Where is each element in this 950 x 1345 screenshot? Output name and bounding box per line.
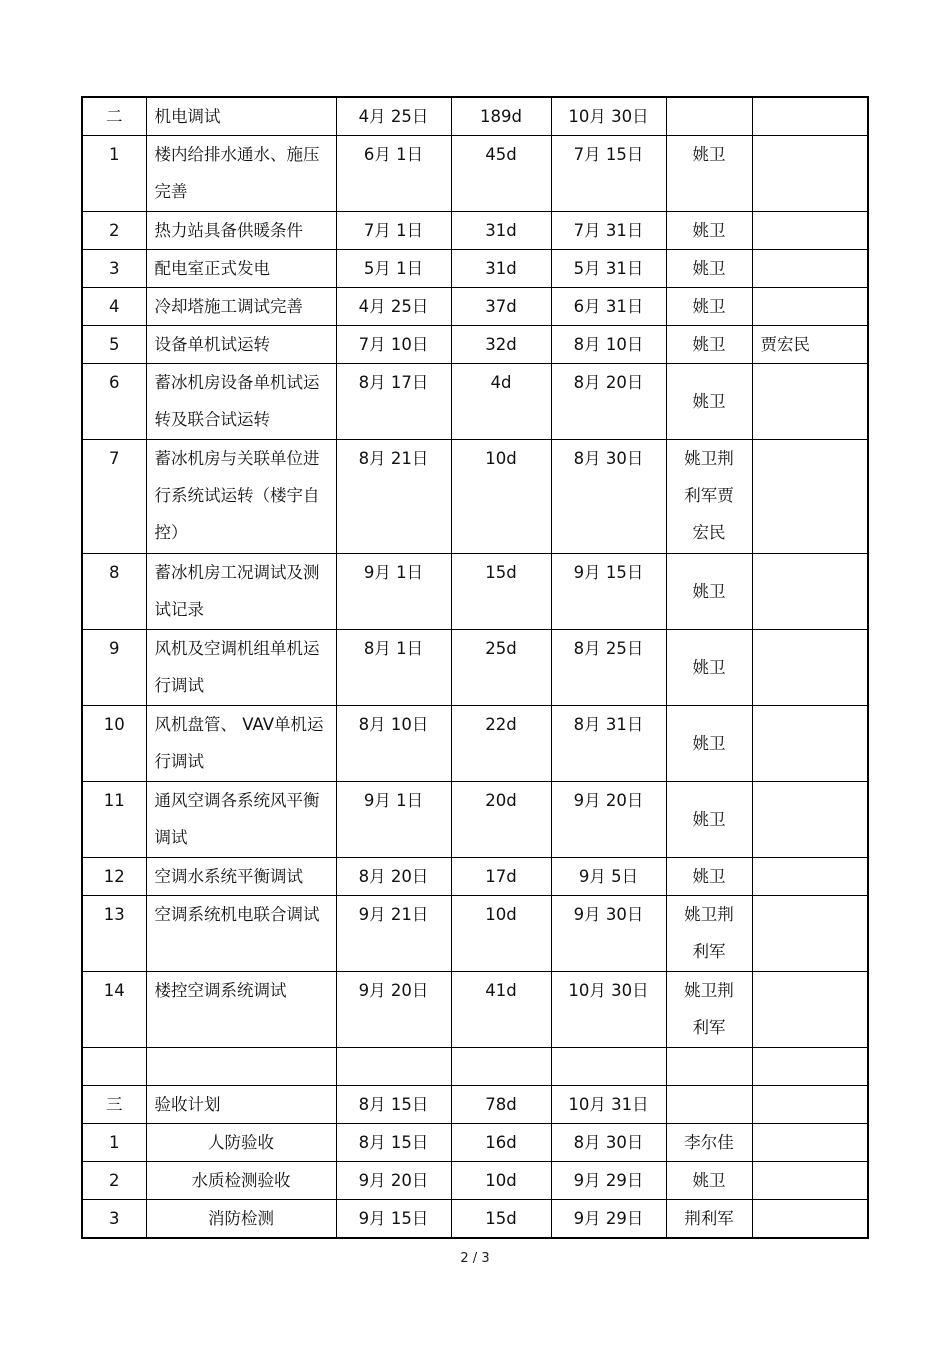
cell-duration: 15d — [451, 1200, 551, 1239]
cell-start: 5月 1日 — [336, 250, 451, 288]
cell-owner: 姚卫 — [666, 706, 752, 782]
cell-task: 验收计划 — [146, 1086, 336, 1124]
cell-duration — [451, 1048, 551, 1086]
cell-extra — [752, 554, 868, 630]
cell-extra — [752, 440, 868, 554]
cell-start: 6月 1日 — [336, 136, 451, 212]
cell-task: 冷却塔施工调试完善 — [146, 288, 336, 326]
cell-extra — [752, 250, 868, 288]
cell-extra — [752, 630, 868, 706]
cell-extra — [752, 364, 868, 440]
cell-owner: 姚卫 — [666, 782, 752, 858]
cell-task: 楼控空调系统调试 — [146, 972, 336, 1048]
cell-owner: 姚卫 — [666, 364, 752, 440]
cell-end: 9月 5日 — [551, 858, 666, 896]
schedule-table — [81, 96, 869, 1239]
cell-start: 8月 15日 — [336, 1086, 451, 1124]
cell-no: 2 — [82, 212, 146, 250]
cell-extra: 贾宏民 — [752, 326, 868, 364]
cell-start: 8月 1日 — [336, 630, 451, 706]
cell-no: 1 — [82, 1124, 146, 1162]
table-row — [82, 782, 868, 858]
cell-start: 7月 1日 — [336, 212, 451, 250]
cell-owner: 姚卫 — [666, 288, 752, 326]
cell-task: 楼内给排水通水、施压完善 — [146, 136, 336, 212]
cell-owner: 姚卫 — [666, 554, 752, 630]
cell-task: 水质检测验收 — [146, 1162, 336, 1200]
cell-no: 2 — [82, 1162, 146, 1200]
cell-duration: 15d — [451, 554, 551, 630]
table-row — [82, 972, 868, 1048]
cell-no: 5 — [82, 326, 146, 364]
table-row — [82, 630, 868, 706]
cell-start: 7月 10日 — [336, 326, 451, 364]
cell-no: 6 — [82, 364, 146, 440]
cell-task: 配电室正式发电 — [146, 250, 336, 288]
cell-task: 风机盘管、 VAV单机运行调试 — [146, 706, 336, 782]
cell-extra — [752, 288, 868, 326]
cell-no: 1 — [82, 136, 146, 212]
cell-end — [551, 1048, 666, 1086]
cell-duration: 25d — [451, 630, 551, 706]
cell-end: 10月 30日 — [551, 97, 666, 136]
cell-no: 二 — [82, 97, 146, 136]
cell-owner: 姚卫 — [666, 1162, 752, 1200]
table-row — [82, 212, 868, 250]
cell-extra — [752, 706, 868, 782]
cell-start: 9月 21日 — [336, 896, 451, 972]
cell-extra — [752, 97, 868, 136]
cell-task: 人防验收 — [146, 1124, 336, 1162]
cell-start: 9月 20日 — [336, 972, 451, 1048]
table-row — [82, 97, 868, 136]
cell-end: 6月 31日 — [551, 288, 666, 326]
cell-no: 13 — [82, 896, 146, 972]
cell-task — [146, 1048, 336, 1086]
cell-end: 8月 10日 — [551, 326, 666, 364]
cell-end: 8月 30日 — [551, 440, 666, 554]
cell-duration: 10d — [451, 1162, 551, 1200]
cell-end: 9月 20日 — [551, 782, 666, 858]
cell-no: 8 — [82, 554, 146, 630]
cell-task: 热力站具备供暖条件 — [146, 212, 336, 250]
cell-duration: 10d — [451, 440, 551, 554]
cell-end: 5月 31日 — [551, 250, 666, 288]
table-row — [82, 706, 868, 782]
cell-duration: 4d — [451, 364, 551, 440]
cell-task: 蓄冰机房设备单机试运转及联合试运转 — [146, 364, 336, 440]
cell-no: 10 — [82, 706, 146, 782]
cell-end: 9月 15日 — [551, 554, 666, 630]
cell-task: 通风空调各系统风平衡调试 — [146, 782, 336, 858]
cell-start: 8月 21日 — [336, 440, 451, 554]
cell-task: 空调系统机电联合调试 — [146, 896, 336, 972]
cell-start: 9月 20日 — [336, 1162, 451, 1200]
cell-owner — [666, 1048, 752, 1086]
cell-owner: 荆利军 — [666, 1200, 752, 1239]
cell-end: 8月 31日 — [551, 706, 666, 782]
table-row — [82, 1124, 868, 1162]
cell-end: 10月 30日 — [551, 972, 666, 1048]
cell-start: 4月 25日 — [336, 288, 451, 326]
cell-owner: 姚卫 — [666, 136, 752, 212]
cell-end: 7月 15日 — [551, 136, 666, 212]
cell-extra — [752, 896, 868, 972]
cell-no: 9 — [82, 630, 146, 706]
cell-extra — [752, 1048, 868, 1086]
cell-no: 11 — [82, 782, 146, 858]
table-row — [82, 1200, 868, 1239]
cell-duration: 78d — [451, 1086, 551, 1124]
cell-extra — [752, 858, 868, 896]
cell-end: 9月 29日 — [551, 1200, 666, 1239]
cell-no: 3 — [82, 1200, 146, 1239]
page-number: 2 / 3 — [460, 1251, 490, 1266]
cell-extra — [752, 1086, 868, 1124]
cell-no: 4 — [82, 288, 146, 326]
cell-start — [336, 1048, 451, 1086]
cell-start: 9月 15日 — [336, 1200, 451, 1239]
cell-duration: 31d — [451, 212, 551, 250]
table-row — [82, 1048, 868, 1086]
cell-end: 10月 31日 — [551, 1086, 666, 1124]
cell-duration: 17d — [451, 858, 551, 896]
cell-owner: 姚卫 — [666, 858, 752, 896]
cell-owner: 姚卫 — [666, 326, 752, 364]
cell-duration: 20d — [451, 782, 551, 858]
table-row — [82, 1162, 868, 1200]
cell-task: 机电调试 — [146, 97, 336, 136]
cell-start: 8月 17日 — [336, 364, 451, 440]
cell-task: 蓄冰机房工况调试及测试记录 — [146, 554, 336, 630]
cell-no: 7 — [82, 440, 146, 554]
cell-owner: 姚卫 — [666, 630, 752, 706]
cell-task: 蓄冰机房与关联单位进行系统试运转（楼宇自控） — [146, 440, 336, 554]
cell-extra — [752, 972, 868, 1048]
cell-owner: 姚卫荆利军 — [666, 896, 752, 972]
cell-end: 9月 29日 — [551, 1162, 666, 1200]
table-row — [82, 136, 868, 212]
cell-extra — [752, 1124, 868, 1162]
table-row — [82, 250, 868, 288]
cell-end: 8月 30日 — [551, 1124, 666, 1162]
cell-duration: 31d — [451, 250, 551, 288]
cell-end: 8月 25日 — [551, 630, 666, 706]
cell-duration: 37d — [451, 288, 551, 326]
cell-duration: 16d — [451, 1124, 551, 1162]
cell-task: 设备单机试运转 — [146, 326, 336, 364]
cell-start: 8月 20日 — [336, 858, 451, 896]
cell-end: 9月 30日 — [551, 896, 666, 972]
cell-owner: 姚卫荆利军 — [666, 972, 752, 1048]
cell-start: 8月 15日 — [336, 1124, 451, 1162]
cell-duration: 41d — [451, 972, 551, 1048]
cell-duration: 45d — [451, 136, 551, 212]
cell-no: 3 — [82, 250, 146, 288]
cell-no: 三 — [82, 1086, 146, 1124]
cell-start: 9月 1日 — [336, 782, 451, 858]
cell-extra — [752, 782, 868, 858]
cell-start: 8月 10日 — [336, 706, 451, 782]
cell-owner — [666, 1086, 752, 1124]
cell-duration: 22d — [451, 706, 551, 782]
table-row — [82, 1086, 868, 1124]
cell-no: 12 — [82, 858, 146, 896]
cell-owner — [666, 97, 752, 136]
cell-no: 14 — [82, 972, 146, 1048]
table-row — [82, 288, 868, 326]
cell-start: 9月 1日 — [336, 554, 451, 630]
cell-extra — [752, 1200, 868, 1239]
cell-extra — [752, 212, 868, 250]
table-row — [82, 326, 868, 364]
cell-owner: 姚卫荆利军贾宏民 — [666, 440, 752, 554]
cell-task: 空调水系统平衡调试 — [146, 858, 336, 896]
cell-duration: 189d — [451, 97, 551, 136]
cell-owner: 李尔佳 — [666, 1124, 752, 1162]
cell-task: 风机及空调机组单机运行调试 — [146, 630, 336, 706]
table-row — [82, 364, 868, 440]
cell-no — [82, 1048, 146, 1086]
cell-end: 7月 31日 — [551, 212, 666, 250]
cell-end: 8月 20日 — [551, 364, 666, 440]
cell-extra — [752, 136, 868, 212]
table-row — [82, 440, 868, 554]
cell-extra — [752, 1162, 868, 1200]
cell-duration: 10d — [451, 896, 551, 972]
cell-start: 4月 25日 — [336, 97, 451, 136]
cell-duration: 32d — [451, 326, 551, 364]
cell-task: 消防检测 — [146, 1200, 336, 1239]
table-row — [82, 858, 868, 896]
cell-owner: 姚卫 — [666, 250, 752, 288]
table-row — [82, 554, 868, 630]
table-row — [82, 896, 868, 972]
cell-owner: 姚卫 — [666, 212, 752, 250]
